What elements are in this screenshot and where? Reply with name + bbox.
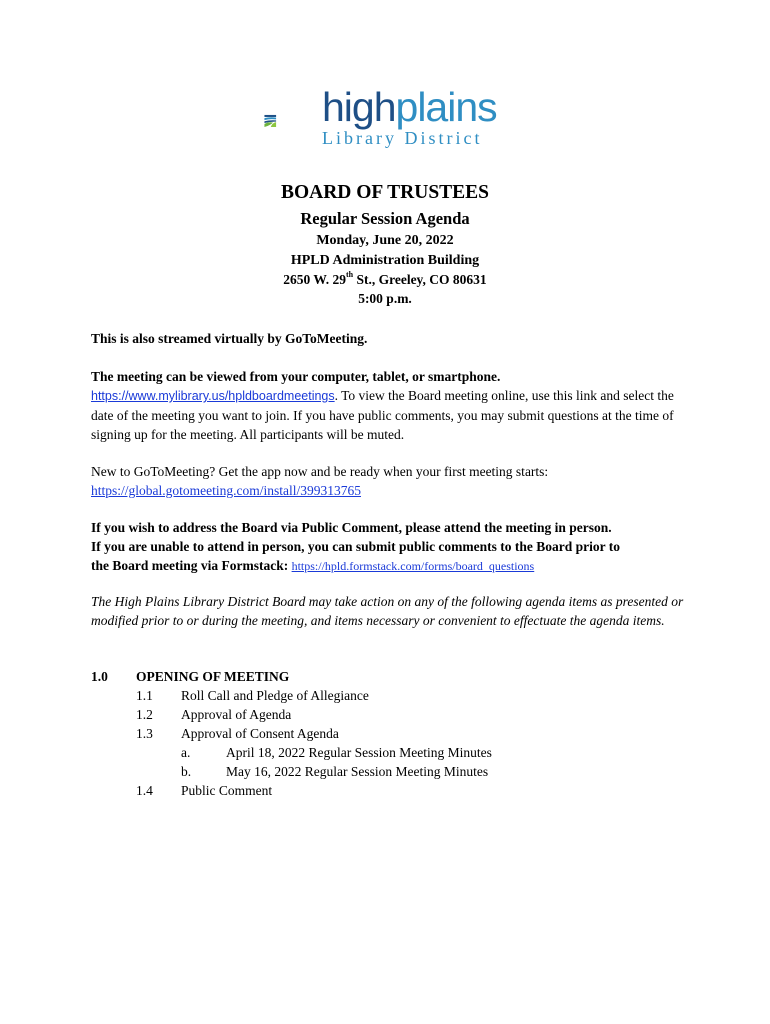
logo-wordmark (322, 84, 497, 130)
meeting-time: 5:00 p.m. (358, 291, 412, 306)
agenda-subitem-text: May 16, 2022 Regular Session Meeting Minutes (226, 764, 489, 779)
agenda-item-text: Approval of Agenda (181, 707, 292, 722)
agenda-item-text: Approval of Consent Agenda (181, 726, 339, 741)
disclaimer-paragraph: The High Plains Library District Board may take action on any of the following agenda items as presented or modified prior to or during the meeting, and items necessary or convenient to effectuate the agenda items. (91, 594, 684, 628)
agenda-item-number: 1.2 (136, 707, 153, 722)
gotomeeting-install-link[interactable]: https://global.gotomeeting.com/install/399313765 (91, 483, 361, 498)
agenda-subitem-text: April 18, 2022 Regular Session Meeting Minutes (226, 745, 492, 760)
agenda-subitem-letter: a. (181, 745, 191, 760)
logo-word-plains: plains (395, 84, 497, 130)
comment-line-3: the Board meeting via Formstack: (91, 558, 289, 573)
view-heading: The meeting can be viewed from your computer, tablet, or smartphone. (91, 369, 501, 384)
agenda-subitem-letter: b. (181, 764, 192, 779)
document-title: BOARD OF TRUSTEES (280, 182, 490, 203)
agenda-item-number: 1.1 (136, 688, 153, 703)
comment-line-2: If you are unable to attend in person, you can submit public comments to the Board prior to (91, 539, 621, 554)
agenda-item-text: Roll Call and Pledge of Allegiance (181, 688, 369, 703)
address-superscript: th (345, 270, 354, 279)
formstack-link[interactable]: https://hpld.formstack.com/forms/board_questions (291, 559, 535, 573)
board-meetings-link[interactable]: https://www.mylibrary.us/hpldboardmeetings (91, 389, 335, 403)
view-paragraph (91, 367, 691, 444)
document-subtitle: Regular Session Agenda (300, 209, 470, 228)
new-user-text: New to GoToMeeting? Get the app now and be ready when your first meeting starts: (91, 464, 549, 479)
agenda-section-number: 1.0 (91, 669, 108, 684)
agenda-item-text: Public Comment (181, 783, 273, 798)
view-instructions: . To view the Board meeting online, use this link and select the date of the meeting you want to join. If you have public comments, you may submit questions at the time of signing up for the meeting. All participants will be muted. (91, 388, 674, 442)
agenda-item-number: 1.3 (136, 726, 153, 741)
meeting-date: Monday, June 20, 2022 (316, 233, 454, 248)
address-part-1: 2650 W. 29 (283, 272, 346, 287)
logo-word-high: high (322, 84, 396, 130)
agenda-section-title: OPENING OF MEETING (136, 669, 290, 684)
meeting-address (0, 272, 770, 288)
meeting-location: HPLD Administration Building (290, 253, 480, 268)
public-comment-paragraph (91, 518, 711, 576)
address-part-2: St., Greeley, CO 80631 (353, 272, 487, 287)
stream-note: This is also streamed virtually by GoToMeeting. (91, 331, 368, 346)
logo-subtitle: Library District (322, 128, 483, 148)
comment-line-1: If you wish to address the Board via Public Comment, please attend the meeting in person. (91, 520, 612, 535)
agenda-item-number: 1.4 (136, 783, 153, 798)
hpld-logo-graphic (264, 90, 320, 152)
new-user-paragraph (91, 462, 691, 500)
